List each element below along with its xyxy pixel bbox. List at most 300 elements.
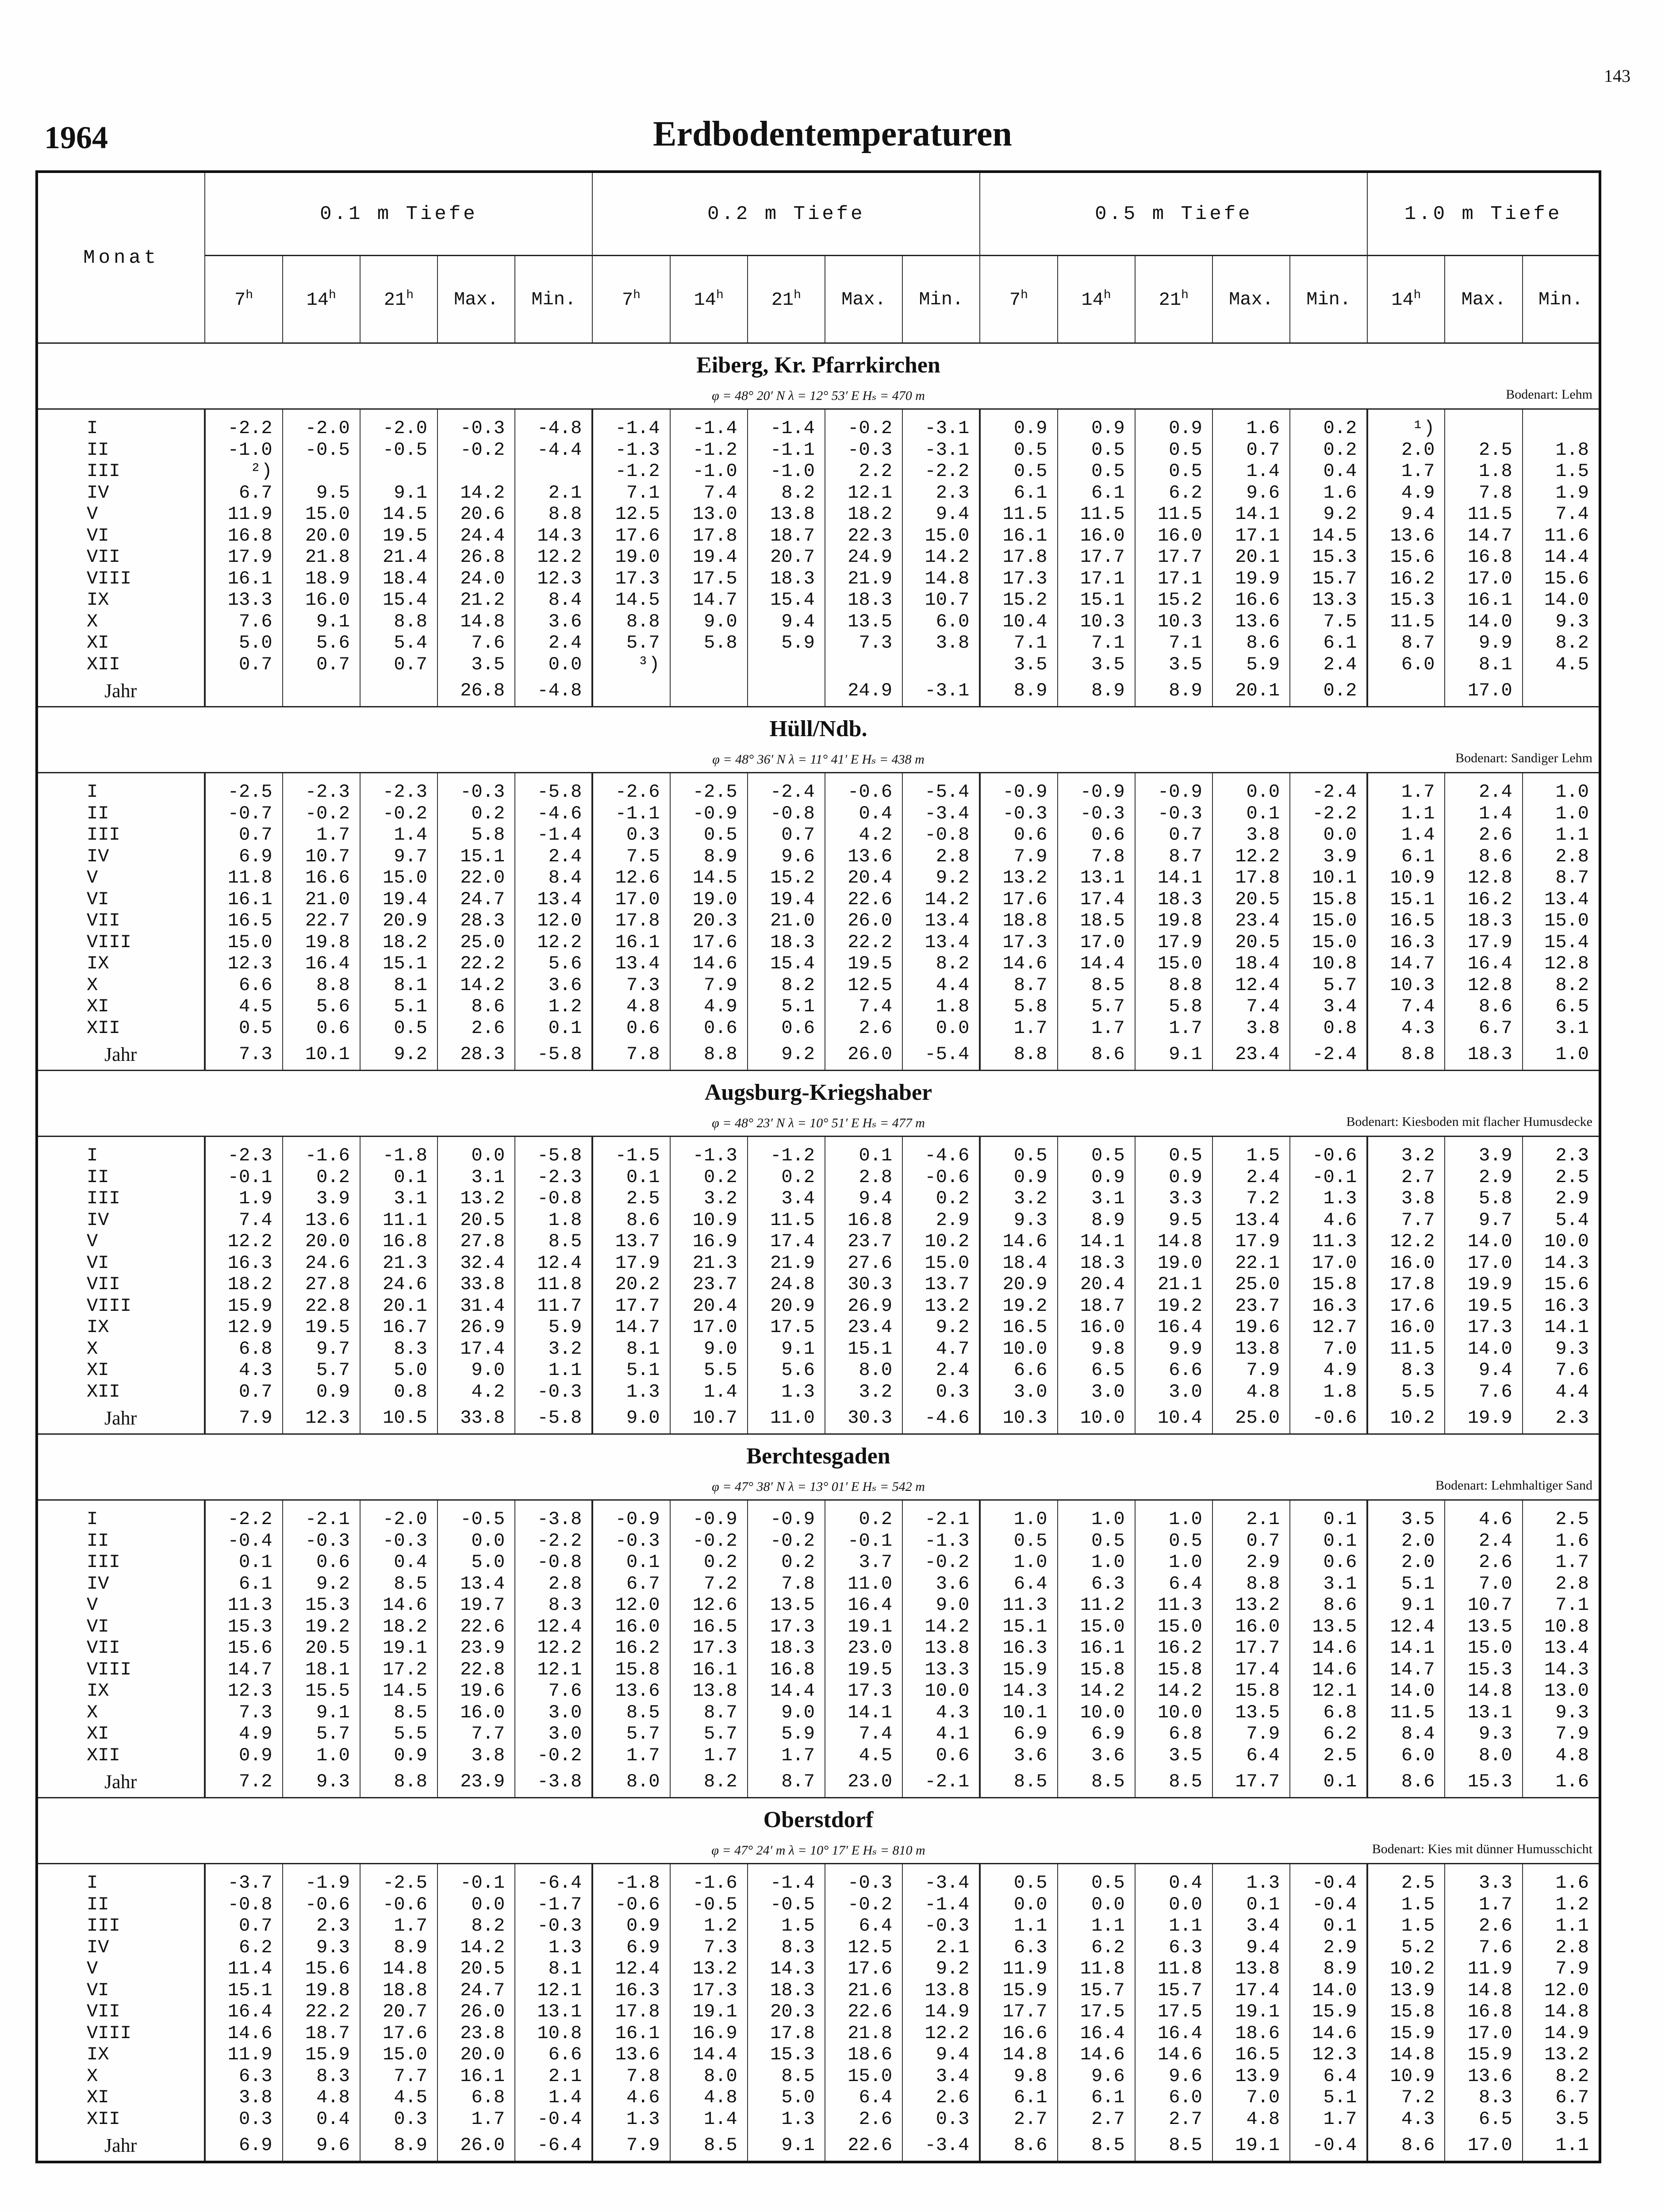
station-info [37,1110,1600,1137]
temperature-cell: 18.3 [748,568,825,590]
temperature-cell: 25.0 [437,932,515,953]
temperature-cell: 18.2 [825,503,902,525]
temperature-cell: 14.6 [1135,2044,1212,2066]
spacer-cell [1135,1500,1212,1509]
temperature-cell: 16.8 [205,525,282,547]
temperature-cell: 17.9 [592,1252,670,1274]
temperature-cell: 14.4 [1523,546,1600,568]
month-label: I [37,781,205,803]
temperature-cell: 0.4 [360,1551,437,1573]
station-name: Oberstdorf [763,1807,874,1832]
temperature-cell: 9.4 [825,1188,902,1210]
temperature-cell: 8.2 [1523,2066,1600,2087]
temperature-cell: 4.9 [1367,482,1445,504]
station-coordinates-row [37,1474,1600,1500]
month-row [37,418,1600,439]
temperature-cell: 3.2 [1367,1145,1445,1167]
month-row [37,1551,1600,1573]
year-summary-cell: 25.0 [1212,1402,1290,1434]
hour-suffix: h [406,288,414,302]
temperature-cell: 16.3 [1523,1295,1600,1317]
month-row [37,889,1600,910]
spacer-cell [1290,1500,1367,1509]
temperature-cell: 21.3 [670,1252,748,1274]
temperature-cell: 7.6 [1445,1381,1522,1403]
temperature-cell: -1.2 [748,1145,825,1167]
temperature-cell: 24.6 [360,1274,437,1295]
temperature-cell: 0.6 [283,1018,360,1039]
temperature-cell: 3.8 [902,632,980,654]
temperature-cell: 5.7 [592,632,670,654]
temperature-cell: 12.0 [515,910,592,932]
temperature-cell: 5.5 [360,1723,437,1745]
month-label: II [37,1167,205,1188]
month-row [37,632,1600,654]
station-info [37,383,1600,409]
temperature-cell: 19.6 [1212,1317,1290,1338]
temperature-cell: 1.5 [748,1915,825,1937]
temperature-cell: 14.1 [1058,1231,1135,1252]
temperature-cell: 0.2 [437,803,515,825]
temperature-cell: 2.6 [1445,1551,1522,1573]
temperature-cell [902,654,980,676]
year-summary-cell: 8.5 [1058,1766,1135,1798]
spacer-cell [592,1500,670,1509]
spacer-cell [1058,773,1135,782]
temperature-cell: 7.4 [205,1210,282,1231]
spacer-cell [515,1864,592,1873]
temperature-cell: 7.5 [592,846,670,868]
temperature-cell: 6.2 [1135,482,1212,504]
temperature-cell: 14.6 [1290,1637,1367,1659]
temperature-cell: 0.0 [1135,1894,1212,1916]
temperature-cell: 3.1 [360,1188,437,1210]
temperature-cell: -0.2 [437,439,515,461]
month-label: IV [37,482,205,504]
hour-suffix: h [794,288,801,302]
temperature-cell: ³) [592,654,670,676]
soil-type: Bodenart: Kies mit dünner Humusschicht [1372,1842,1592,1856]
temperature-cell: 2.8 [825,1167,902,1188]
temperature-cell: 8.2 [1523,975,1600,996]
temperature-cell: 8.3 [1367,1359,1445,1381]
year-summary-cell: -3.8 [515,1766,592,1798]
temperature-cell: 17.6 [1367,1295,1445,1317]
temperature-cell: 15.0 [283,503,360,525]
month-row [37,654,1600,676]
temperature-cell: 12.2 [205,1231,282,1252]
temperature-cell: 0.7 [205,1381,282,1403]
temperature-cell: 14.2 [1058,1680,1135,1702]
year-summary-cell: 10.7 [670,1402,748,1434]
temperature-cell: 21.9 [825,568,902,590]
temperature-cell: 2.7 [1058,2108,1135,2130]
hour-suffix: h [716,288,724,302]
temperature-cell: 15.9 [980,1659,1057,1681]
year-summary-cell: 22.6 [825,2130,902,2162]
year-summary-cell: 8.9 [980,675,1057,707]
temperature-cell: 18.3 [1445,910,1522,932]
temperature-cell: 15.9 [1445,2044,1522,2066]
temperature-cell: 18.7 [748,525,825,547]
year-summary-cell: 17.0 [1445,2130,1522,2162]
temperature-cell: 7.4 [825,1723,902,1745]
spacer-cell [283,1137,360,1145]
temperature-cell: 7.6 [1523,1359,1600,1381]
temperature-cell: 4.3 [902,1702,980,1724]
month-label: IV [37,1210,205,1231]
temperature-cell: 20.7 [360,2001,437,2023]
month-label: X [37,1702,205,1724]
temperature-cell: 17.0 [592,889,670,910]
temperature-cell: 11.6 [1523,525,1600,547]
temperature-cell: 0.5 [980,461,1057,482]
temperature-cell: 26.8 [437,546,515,568]
temperature-cell: 8.7 [1135,846,1212,868]
temperature-cell: 4.8 [1212,1381,1290,1403]
temperature-cell: 11.8 [1058,1958,1135,1980]
temperature-cell: 2.1 [515,2066,592,2087]
temperature-cell: 6.2 [1058,1937,1135,1959]
temperature-cell: 16.5 [205,910,282,932]
temperature-cell: 9.3 [283,1937,360,1959]
month-label: II [37,803,205,825]
temperature-cell: 6.2 [205,1937,282,1959]
temperature-cell: 13.5 [1445,1616,1522,1638]
spacer-cell [37,1137,205,1145]
temperature-cell: 7.7 [437,1723,515,1745]
spacer-cell [283,409,360,418]
temperature-cell: 27.6 [825,1252,902,1274]
temperature-cell: -2.6 [592,781,670,803]
temperature-cell: 8.8 [592,611,670,633]
temperature-cell: 0.6 [670,1018,748,1039]
temperature-cell: 5.7 [283,1723,360,1745]
temperature-cell: 16.3 [980,1637,1057,1659]
temperature-cell: 15.4 [360,589,437,611]
temperature-cell: 9.0 [437,1359,515,1381]
temperature-cell: -6.4 [515,1872,592,1894]
temperature-cell: 16.8 [748,1659,825,1681]
temperature-cell: 5.7 [283,1359,360,1381]
temperature-cell: -0.3 [437,781,515,803]
temperature-cell: 10.9 [1367,2066,1445,2087]
temperature-cell: 2.7 [980,2108,1057,2130]
hour-suffix: h [329,288,336,302]
spacer-cell [1290,773,1367,782]
temperature-cell: 10.7 [283,846,360,868]
temperature-cell: 15.8 [1212,1680,1290,1702]
spacer-cell [670,1137,748,1145]
spacer-cell [748,1500,825,1509]
temperature-cell: 1.4 [1445,803,1522,825]
year-summary-cell: 15.3 [1445,1766,1522,1798]
temperature-cell: 17.9 [1445,932,1522,953]
temperature-cell: 14.8 [1523,2001,1600,2023]
temperature-cell: -3.1 [902,418,980,439]
temperature-cell: 7.9 [1523,1723,1600,1745]
temperature-cell: 2.1 [1212,1509,1290,1530]
temperature-cell: 19.2 [283,1616,360,1638]
temperature-cell: 8.4 [1367,1723,1445,1745]
temperature-cell: 7.2 [670,1573,748,1595]
temperature-cell: -0.9 [1058,781,1135,803]
month-label: IX [37,1680,205,1702]
temperature-cell: 12.7 [1290,1317,1367,1338]
temperature-cell: 6.9 [980,1723,1057,1745]
temperature-cell: 7.8 [1058,846,1135,868]
temperature-cell: 0.9 [283,1381,360,1403]
temperature-cell: 15.3 [748,2044,825,2066]
year-summary-cell [670,675,748,707]
temperature-cell: 14.5 [592,589,670,611]
month-row [37,611,1600,633]
year-summary-cell: 24.9 [825,675,902,707]
temperature-cell: 15.0 [1290,932,1367,953]
temperature-cell: 15.9 [283,2044,360,2066]
temperature-cell: 0.5 [980,1530,1057,1552]
temperature-cell: 15.9 [205,1295,282,1317]
temperature-cell: 14.1 [825,1702,902,1724]
month-row [37,803,1600,825]
temperature-cell: 2.6 [825,1018,902,1039]
temperature-cell: 20.0 [437,2044,515,2066]
temperature-cell: 11.1 [360,1210,437,1231]
temperature-cell: 3.5 [980,654,1057,676]
temperature-cell: 8.8 [1212,1573,1290,1595]
temperature-cell: 17.8 [592,910,670,932]
temperature-cell: 6.1 [980,482,1057,504]
month-row [37,482,1600,504]
temperature-cell: 15.3 [1445,1659,1522,1681]
temperature-cell: 0.1 [1212,803,1290,825]
temperature-cell: 0.7 [1135,824,1212,846]
temperature-cell: 6.1 [1058,2087,1135,2108]
year-summary-cell [360,675,437,707]
temperature-cell: 2.9 [1445,1167,1522,1188]
temperature-cell: 9.1 [283,611,360,633]
temperature-cell: -1.8 [360,1145,437,1167]
temperature-cell: 7.9 [1212,1723,1290,1745]
temperature-cell: 16.4 [205,2001,282,2023]
temperature-cell: 16.8 [1445,2001,1522,2023]
temperature-cell: 2.8 [1523,1573,1600,1595]
temperature-cell: 17.6 [980,889,1057,910]
temperature-cell: 16.2 [1445,889,1522,910]
temperature-cell: 0.4 [283,2108,360,2130]
temperature-cell: -0.3 [283,1530,360,1552]
temperature-cell: 11.9 [1445,1958,1522,1980]
spacer-cell [360,409,437,418]
spacer-cell [902,773,980,782]
temperature-cell: 0.7 [283,654,360,676]
temperature-cell: -0.2 [283,803,360,825]
spacer-cell [437,1137,515,1145]
temperature-cell: 0.5 [1135,439,1212,461]
temperature-cell: 8.3 [515,1594,592,1616]
temperature-cell: 9.3 [980,1210,1057,1231]
temperature-cell: 0.6 [1058,824,1135,846]
temperature-cell: 10.4 [980,611,1057,633]
temperature-cell: 5.4 [360,632,437,654]
temperature-cell: 27.8 [437,1231,515,1252]
temperature-cell: 16.1 [1445,589,1522,611]
temperature-cell: -0.1 [205,1167,282,1188]
temperature-cell: 8.5 [360,1702,437,1724]
temperature-cell: 19.0 [592,546,670,568]
year-summary-cell: 10.0 [1058,1402,1135,1434]
month-row [37,525,1600,547]
year-summary-label: Jahr [37,675,205,707]
temperature-cell: 8.7 [670,1702,748,1724]
temperature-cell: 5.6 [283,996,360,1018]
temperature-cell: 9.2 [902,867,980,889]
hour-suffix: h [633,288,641,302]
temperature-cell: 0.5 [1135,1530,1212,1552]
temperature-cell: 9.7 [360,846,437,868]
temperature-cell: -1.4 [670,418,748,439]
temperature-cell: 11.5 [980,503,1057,525]
temperature-cell: 17.9 [1212,1231,1290,1252]
temperature-cell: -0.5 [670,1894,748,1916]
month-row [37,1680,1600,1702]
spacer-cell [1523,773,1600,782]
temperature-cell: 13.4 [1523,889,1600,910]
temperature-cell: 13.8 [902,1980,980,2001]
year-summary-cell: -2.1 [902,1766,980,1798]
spacer-cell [1367,1500,1445,1509]
temperature-cell: 14.7 [1367,1659,1445,1681]
temperature-cell: 7.0 [1445,1573,1522,1595]
temperature-cell: 3.5 [1523,2108,1600,2130]
temperature-cell: 32.4 [437,1252,515,1274]
temperature-cell: 16.3 [592,1980,670,2001]
temperature-cell: 1.7 [360,1915,437,1937]
temperature-cell: 7.1 [1058,632,1135,654]
year-summary-row [37,2130,1600,2162]
temperature-cell: 9.4 [1445,1359,1522,1381]
temperature-cell: -1.3 [592,439,670,461]
temperature-cell: 0.5 [1058,1530,1135,1552]
temperature-cell: 5.6 [748,1359,825,1381]
temperature-cell: 17.4 [437,1338,515,1360]
temperature-cell: -0.4 [1290,1872,1367,1894]
temperature-cell: 15.8 [1290,1274,1367,1295]
temperature-cell: 8.4 [515,589,592,611]
year-summary-cell: 9.0 [592,1402,670,1434]
soil-temperature-table [35,170,1601,2163]
temperature-cell: 3.7 [825,1551,902,1573]
temperature-cell: 9.4 [902,503,980,525]
month-row [37,546,1600,568]
temperature-cell: 1.7 [437,2108,515,2130]
month-row [37,1252,1600,1274]
year-summary-cell: 19.9 [1445,1402,1522,1434]
temperature-cell: 7.9 [1212,1359,1290,1381]
temperature-cell: 16.0 [1367,1317,1445,1338]
soil-type: Bodenart: Sandiger Lehm [1455,751,1592,765]
spacer-cell [515,409,592,418]
temperature-cell: 6.4 [1212,1745,1290,1767]
station-name: Hüll/Ndb. [769,716,867,741]
temperature-cell: 8.5 [360,1573,437,1595]
column-header [1445,256,1522,343]
temperature-cell: 1.3 [515,1937,592,1959]
temperature-cell: 0.1 [1290,1509,1367,1530]
month-label: II [37,439,205,461]
temperature-cell: 14.5 [670,867,748,889]
station-name-row [37,1798,1600,1838]
spacer-cell [283,773,360,782]
temperature-cell: 10.9 [670,1210,748,1231]
spacer-cell [1367,1137,1445,1145]
month-row [37,1894,1600,1916]
temperature-cell: 14.2 [902,889,980,910]
spacer-cell [1058,1500,1135,1509]
temperature-cell: 1.4 [670,1381,748,1403]
temperature-cell: 4.9 [205,1723,282,1745]
temperature-cell: 31.4 [437,1295,515,1317]
temperature-cell: 7.4 [1523,503,1600,525]
temperature-cell: 0.0 [1058,1894,1135,1916]
temperature-cell: -1.1 [592,803,670,825]
temperature-cell: 1.2 [515,996,592,1018]
temperature-cell: 0.8 [360,1381,437,1403]
year-summary-cell: 7.3 [205,1039,282,1071]
temperature-cell: 26.9 [825,1295,902,1317]
year-summary-cell: 8.5 [670,2130,748,2162]
temperature-cell: 17.0 [670,1317,748,1338]
temperature-cell: 17.5 [1058,2001,1135,2023]
temperature-cell: 1.4 [1367,824,1445,846]
temperature-cell: 23.4 [825,1317,902,1338]
temperature-cell: 3.6 [1058,1745,1135,1767]
temperature-cell: 9.9 [1135,1338,1212,1360]
month-row [37,1188,1600,1210]
temperature-cell: 16.3 [205,1252,282,1274]
month-label: VII [37,910,205,932]
temperature-cell: 17.6 [592,525,670,547]
temperature-cell: 14.5 [360,1680,437,1702]
year-summary-cell: 10.5 [360,1402,437,1434]
temperature-cell: 16.2 [592,1637,670,1659]
temperature-cell: 14.4 [748,1680,825,1702]
year-summary-cell: 30.3 [825,1402,902,1434]
month-label: III [37,461,205,482]
temperature-cell: 4.3 [205,1359,282,1381]
year-summary-row [37,1402,1600,1434]
column-header-label: Min. [531,288,576,310]
temperature-cell: 14.0 [1290,1980,1367,2001]
temperature-cell: 15.7 [1135,1980,1212,2001]
temperature-cell: 19.7 [437,1594,515,1616]
temperature-cell: 18.8 [360,1980,437,2001]
month-row [37,439,1600,461]
temperature-cell: 7.1 [592,482,670,504]
temperature-cell: 5.6 [283,632,360,654]
temperature-cell: 12.2 [1367,1231,1445,1252]
month-label: III [37,824,205,846]
temperature-cell: 12.4 [1212,975,1290,996]
spacer-cell [1523,1137,1600,1145]
year-summary-cell [283,675,360,707]
temperature-cell: -3.4 [902,803,980,825]
temperature-cell: 0.2 [748,1167,825,1188]
temperature-cell: 7.1 [980,632,1057,654]
temperature-cell: 4.8 [1212,2108,1290,2130]
temperature-cell: 15.3 [283,1594,360,1616]
temperature-cell: 14.4 [1058,953,1135,975]
